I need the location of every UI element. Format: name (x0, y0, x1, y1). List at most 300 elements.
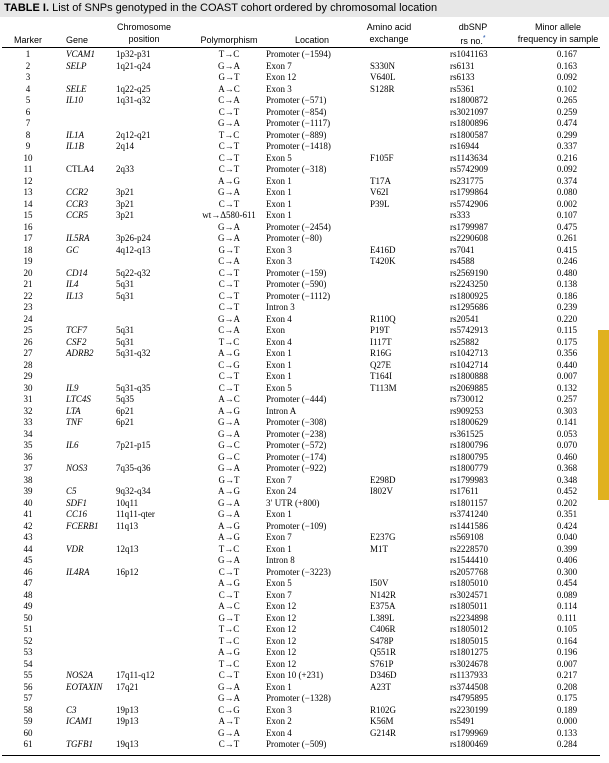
polymorphism-cell: G→A (218, 428, 240, 439)
polymorphism-cell: G→A (218, 221, 240, 232)
polymorphism-cell: G→A (218, 187, 240, 197)
marker-cell: 51 (23, 624, 33, 634)
amino-acid-cell: V640L (370, 72, 396, 82)
dbsnp-cell: rs1800779 (450, 463, 488, 473)
table-row (0, 153, 600, 165)
gene-cell: CC16 (66, 509, 88, 519)
gene-cell: IL9 (66, 382, 79, 393)
table-row (0, 417, 600, 429)
gene-cell: IL13 (66, 290, 84, 301)
polymorphism-cell: A→C (218, 83, 240, 94)
frequency-cell: 0.175 (556, 336, 578, 347)
marker-cell: 49 (23, 601, 33, 611)
gene-cell: C3 (66, 704, 77, 715)
gene-cell: VDR (66, 543, 84, 554)
amino-acid-cell: P19T (370, 325, 390, 335)
location-cell: Exon 2 (266, 716, 292, 726)
frequency-cell: 0.175 (556, 693, 578, 703)
marker-cell: 4 (25, 83, 31, 94)
frequency-cell: 0.348 (556, 474, 578, 485)
polymorphism-cell: C→G (218, 704, 240, 715)
marker-cell: 48 (23, 589, 33, 600)
location-cell: Exon 24 (266, 486, 297, 496)
table-row (0, 624, 600, 636)
location-cell: Exon 4 (266, 313, 292, 324)
chromosome-cell: 5q31 (116, 279, 134, 289)
location-cell: Intron 8 (266, 555, 295, 565)
table-row (0, 222, 600, 234)
marker-cell: 17 (23, 233, 33, 243)
table-row (0, 716, 600, 728)
chromosome-cell: 2q33 (116, 164, 134, 174)
amino-acid-cell: S761P (370, 658, 394, 669)
amino-acid-cell: G214R (370, 727, 397, 738)
dbsnp-cell: rs1800469 (450, 739, 488, 749)
dbsnp-cell: rs6131 (450, 60, 475, 71)
frequency-cell: 0.092 (556, 72, 578, 82)
chromosome-cell: 16p12 (116, 566, 139, 577)
location-cell: Exon 4 (266, 336, 292, 347)
table-row (0, 475, 600, 487)
location-cell: Promoter (−159) (266, 267, 327, 278)
location-cell: Exon 7 (266, 60, 292, 71)
polymorphism-cell: G→A (218, 233, 240, 243)
location-cell: Exon 3 (266, 256, 292, 266)
dbsnp-cell: rs1800629 (450, 417, 488, 427)
amino-acid-cell: T17A (370, 175, 391, 186)
location-cell: Promoter (−590) (266, 279, 327, 289)
frequency-cell: 0.337 (556, 141, 578, 151)
table-row (0, 636, 600, 648)
amino-acid-cell: C406R (370, 624, 396, 634)
chromosome-cell: 6p21 (116, 417, 134, 427)
frequency-cell: 0.368 (556, 463, 578, 473)
marker-cell: 5 (25, 95, 31, 105)
table-row (0, 590, 600, 602)
dbsnp-cell: rs4795895 (450, 693, 488, 703)
frequency-cell: 0.452 (556, 486, 578, 496)
polymorphism-cell: A→T (218, 716, 240, 726)
amino-acid-cell: V62I (370, 187, 389, 197)
location-cell: Exon 10 (+231) (266, 670, 324, 680)
chromosome-cell: 1q31-q32 (116, 95, 151, 105)
location-cell: Exon 1 (266, 210, 292, 220)
polymorphism-cell: C→T (218, 382, 240, 393)
dbsnp-cell: rs569108 (450, 532, 484, 542)
frequency-cell: 0.415 (556, 244, 578, 255)
table-row (0, 705, 600, 717)
table-row (0, 544, 600, 556)
polymorphism-cell: C→T (218, 198, 240, 209)
frequency-cell: 0.138 (556, 279, 578, 289)
marker-cell: 20 (23, 267, 33, 278)
header-amino-acid (356, 21, 422, 45)
marker-cell: 8 (25, 129, 31, 140)
marker-cell: 7 (25, 118, 31, 128)
frequency-cell: 0.102 (556, 83, 578, 94)
dbsnp-cell: rs3021097 (450, 106, 488, 117)
marker-cell: 28 (23, 359, 33, 370)
chromosome-cell: 5q31-q35 (116, 382, 151, 393)
table-row (0, 187, 600, 199)
polymorphism-cell: C→T (218, 141, 240, 151)
chromosome-cell: 7q35-q36 (116, 463, 151, 473)
polymorphism-cell: C→T (218, 371, 240, 381)
table-row (0, 314, 600, 326)
location-cell: Exon 1 (266, 543, 292, 554)
marker-cell: 54 (23, 658, 33, 669)
dbsnp-cell: rs20541 (450, 313, 479, 324)
chromosome-cell: 1q22-q25 (116, 83, 151, 94)
dbsnp-cell: rs25882 (450, 336, 479, 347)
chromosome-cell: 11q13 (116, 520, 139, 531)
amino-acid-cell: M1T (370, 543, 388, 554)
table-row (0, 279, 600, 291)
polymorphism-cell: A→G (218, 520, 240, 531)
marker-cell: 3 (25, 72, 31, 82)
polymorphism-cell: G→T (218, 72, 240, 82)
location-cell: Promoter (−1328) (266, 693, 331, 703)
dbsnp-cell: rs1800925 (450, 290, 488, 301)
marker-cell: 43 (23, 532, 33, 542)
polymorphism-cell: G→A (218, 509, 240, 519)
dbsnp-cell: rs3741240 (450, 509, 488, 519)
table-row (0, 107, 600, 119)
polymorphism-cell: G→A (218, 118, 240, 128)
frequency-cell: 0.000 (556, 716, 578, 726)
table-row (0, 199, 600, 211)
gene-cell: SELE (66, 83, 87, 94)
table-row (0, 84, 600, 96)
marker-cell: 39 (23, 486, 33, 496)
frequency-cell: 0.107 (556, 210, 578, 220)
dbsnp-cell: rs1143634 (450, 152, 488, 163)
amino-acid-cell: R16G (370, 348, 392, 358)
frequency-cell: 0.399 (556, 543, 578, 554)
polymorphism-cell: T→C (218, 635, 240, 646)
chromosome-cell: 5q31 (116, 336, 134, 347)
marker-cell: 61 (23, 739, 33, 749)
location-cell: Promoter (−509) (266, 739, 327, 749)
table-row (0, 302, 600, 314)
table-caption: List of SNPs genotyped in the COAST cohort ordered by chromosomal location (52, 2, 438, 14)
dbsnp-cell: rs909253 (450, 405, 484, 416)
frequency-cell: 0.217 (556, 670, 578, 680)
frequency-cell: 0.480 (556, 267, 578, 278)
polymorphism-cell: wt→Δ580-611 (202, 210, 256, 220)
frequency-cell: 0.141 (556, 417, 578, 427)
polymorphism-cell: G→A (218, 555, 240, 565)
gene-cell: GC (66, 244, 79, 255)
polymorphism-cell: A→G (218, 405, 240, 416)
frequency-cell: 0.460 (556, 451, 578, 462)
table-row (0, 682, 600, 694)
gene-cell: FCERB1 (66, 520, 99, 531)
marker-cell: 24 (23, 313, 33, 324)
header-marker: Marker (13, 35, 42, 45)
location-cell: Exon 12 (266, 72, 297, 82)
chromosome-cell: 3p21 (116, 210, 134, 220)
location-cell: Promoter (−854) (266, 106, 327, 117)
frequency-cell: 0.246 (556, 256, 578, 266)
amino-acid-cell: S330N (370, 60, 396, 71)
table-row (0, 670, 600, 682)
table-row (0, 72, 600, 84)
marker-cell: 14 (23, 198, 33, 209)
polymorphism-cell: C→T (218, 164, 240, 174)
chromosome-cell: 2q14 (116, 141, 134, 151)
dbsnp-cell: rs2234898 (450, 612, 488, 623)
amino-acid-cell: I117T (370, 336, 392, 347)
header-maf-line1: Minor allele (534, 22, 582, 32)
table-row (0, 394, 600, 406)
gene-cell: IL10 (66, 95, 84, 105)
frequency-cell: 0.406 (556, 555, 578, 565)
header-chromosome-line1: Chromosome (116, 22, 172, 32)
dbsnp-cell: rs1295686 (450, 302, 488, 312)
gene-cell: IL4 (66, 279, 79, 289)
amino-acid-cell: N142R (370, 589, 397, 600)
amino-acid-cell: F105F (370, 152, 394, 163)
polymorphism-cell: C→T (218, 279, 240, 289)
location-cell: Exon 12 (266, 612, 297, 623)
dbsnp-cell: rs1441586 (450, 520, 488, 531)
frequency-cell: 0.186 (556, 290, 578, 301)
location-cell: Exon 5 (266, 382, 292, 393)
gene-cell: LTC4S (66, 394, 91, 404)
dbsnp-cell: rs2228570 (450, 543, 488, 554)
polymorphism-cell: G→T (218, 612, 240, 623)
dbsnp-cell: rs1805010 (450, 578, 488, 588)
frequency-cell: 0.454 (556, 578, 578, 588)
marker-cell: 9 (25, 141, 31, 151)
marker-cell: 57 (23, 693, 33, 703)
location-cell: Promoter (−922) (266, 463, 327, 473)
polymorphism-cell: G→T (218, 474, 240, 485)
dbsnp-cell: rs1805012 (450, 624, 488, 634)
polymorphism-cell: G→C (218, 440, 240, 450)
table-label: TABLE I. (4, 2, 50, 14)
location-cell: 3′ UTR (+800) (266, 497, 320, 508)
table-row (0, 256, 600, 268)
marker-cell: 26 (23, 336, 33, 347)
location-cell: Promoter (−571) (266, 95, 327, 105)
marker-cell: 42 (23, 520, 33, 531)
frequency-cell: 0.092 (556, 164, 578, 174)
location-cell: Exon 3 (266, 244, 292, 255)
chromosome-cell: 9q32-q34 (116, 486, 151, 496)
frequency-cell: 0.007 (556, 371, 578, 381)
chromosome-cell: 5q35 (116, 394, 134, 404)
polymorphism-cell: A→C (218, 394, 240, 404)
gene-cell: CCR2 (66, 187, 89, 197)
gene-cell: CCR3 (66, 198, 89, 209)
polymorphism-cell: G→A (218, 681, 240, 692)
dbsnp-cell: rs5742909 (450, 164, 488, 174)
header-chromosome (106, 21, 182, 45)
dbsnp-cell: rs6133 (450, 72, 475, 82)
marker-cell: 1 (25, 49, 31, 59)
dbsnp-cell: rs3744508 (450, 681, 488, 692)
frequency-cell: 0.089 (556, 589, 578, 600)
header-maf-line2: frequency in sample (517, 34, 599, 44)
marker-cell: 15 (23, 210, 33, 220)
table-row (0, 498, 600, 510)
chromosome-cell: 17q11-q12 (116, 670, 155, 680)
frequency-cell: 0.475 (556, 221, 578, 232)
amino-acid-cell: E416D (370, 244, 396, 255)
chromosome-cell: 10q11 (116, 497, 139, 508)
header-amino-acid-line2: exchange (369, 34, 409, 44)
polymorphism-cell: G→A (218, 693, 240, 703)
dbsnp-cell: rs1800796 (450, 440, 488, 450)
dbsnp-cell: rs1800795 (450, 451, 488, 462)
amino-acid-cell: L389L (370, 612, 395, 623)
chromosome-cell: 4q12-q13 (116, 244, 151, 255)
marker-cell: 40 (23, 497, 33, 508)
gene-cell: CD14 (66, 267, 88, 278)
dbsnp-cell: rs1800888 (450, 371, 488, 381)
frequency-cell: 0.196 (556, 647, 578, 657)
table-row (0, 659, 600, 671)
chromosome-cell: 5q31-q32 (116, 348, 151, 358)
location-cell: Promoter (−2454) (266, 221, 331, 232)
location-cell: Promoter (−572) (266, 440, 327, 450)
location-cell: Exon 1 (266, 681, 292, 692)
amino-acid-cell: R102G (370, 704, 397, 715)
polymorphism-cell: G→A (218, 313, 240, 324)
table-row (0, 613, 600, 625)
dbsnp-cell: rs2230199 (450, 704, 488, 715)
polymorphism-cell: G→C (218, 451, 240, 462)
marker-cell: 11 (23, 164, 33, 174)
marker-cell: 59 (23, 716, 33, 726)
polymorphism-cell: C→T (218, 290, 240, 301)
polymorphism-cell: T→C (218, 624, 240, 634)
dbsnp-cell: rs7041 (450, 244, 475, 255)
frequency-cell: 0.115 (557, 325, 577, 335)
table-row (0, 233, 600, 245)
table-row (0, 521, 600, 533)
frequency-cell: 0.070 (556, 440, 578, 450)
marker-cell: 25 (23, 325, 33, 335)
frequency-cell: 0.284 (556, 739, 578, 749)
location-cell: Exon 7 (266, 474, 292, 485)
table-row (0, 383, 600, 395)
frequency-cell: 0.216 (556, 152, 578, 163)
marker-cell: 27 (23, 348, 33, 358)
location-cell: Intron 3 (266, 302, 295, 312)
table-row (0, 440, 600, 452)
table-row (0, 210, 600, 222)
marker-cell: 41 (23, 509, 33, 519)
dbsnp-cell: rs1799987 (450, 221, 488, 232)
gene-cell: IL1B (66, 141, 84, 151)
frequency-cell: 0.007 (556, 658, 578, 669)
bottom-rule (2, 755, 600, 756)
location-cell: Promoter (−238) (266, 428, 327, 439)
header-location: Location (294, 35, 330, 45)
table-row (0, 337, 600, 349)
dbsnp-cell: rs1805011 (450, 601, 488, 611)
chromosome-cell: 7p21-p15 (116, 440, 151, 450)
frequency-cell: 0.239 (556, 302, 578, 312)
frequency-cell: 0.002 (556, 198, 578, 209)
gene-cell: IL6 (66, 440, 79, 450)
dbsnp-cell: rs1137933 (450, 670, 488, 680)
footnote-star[interactable]: * (482, 35, 486, 42)
frequency-cell: 0.164 (556, 635, 578, 646)
marker-cell: 47 (23, 578, 33, 588)
location-cell: Exon 12 (266, 658, 297, 669)
location-cell: Exon 5 (266, 152, 292, 163)
chromosome-cell: 1q21-q24 (116, 60, 151, 71)
frequency-cell: 0.424 (556, 520, 578, 531)
dbsnp-cell: rs3024678 (450, 658, 488, 669)
table-row (0, 268, 600, 280)
marker-cell: 58 (23, 704, 33, 715)
polymorphism-cell: T→C (218, 336, 240, 347)
table-row (0, 371, 600, 383)
location-cell: Exon 12 (266, 647, 297, 657)
table-row (0, 555, 600, 567)
dbsnp-cell: rs5742906 (450, 198, 488, 209)
gene-cell: IL4RA (66, 566, 90, 577)
table-row (0, 141, 600, 153)
location-cell: Promoter (−889) (266, 129, 327, 140)
frequency-cell: 0.257 (556, 394, 578, 404)
dbsnp-cell: rs2057768 (450, 566, 488, 577)
marker-cell: 38 (23, 474, 33, 485)
header-dbsnp-line2 (438, 33, 508, 47)
frequency-cell: 0.133 (556, 727, 578, 738)
frequency-cell: 0.299 (556, 129, 578, 140)
table-row (0, 509, 600, 521)
dbsnp-cell: rs16944 (450, 141, 479, 151)
polymorphism-cell: T→C (218, 129, 240, 140)
amino-acid-cell: K56M (370, 716, 394, 726)
table-row (0, 647, 600, 659)
dbsnp-cell: rs361525 (450, 428, 484, 439)
dbsnp-cell: rs5361 (450, 83, 475, 94)
frequency-cell: 0.114 (557, 601, 577, 611)
dbsnp-cell: rs1805015 (450, 635, 488, 646)
location-cell: Exon 4 (266, 727, 292, 738)
chromosome-cell: 17q21 (116, 681, 139, 692)
frequency-cell: 0.220 (556, 313, 578, 324)
marker-cell: 55 (23, 670, 33, 680)
location-cell: Promoter (−109) (266, 520, 327, 531)
table-row (0, 728, 600, 740)
gene-cell: EOTAXIN (66, 681, 103, 692)
frequency-cell: 0.374 (556, 175, 578, 186)
frequency-cell: 0.356 (556, 348, 578, 358)
location-cell: Exon 1 (266, 348, 292, 358)
chromosome-cell: 19p13 (116, 716, 139, 726)
location-cell: Promoter (−1117) (266, 118, 331, 128)
frequency-cell: 0.053 (556, 428, 578, 439)
marker-cell: 2 (25, 60, 31, 71)
table-row (0, 452, 600, 464)
location-cell: Promoter (−80) (266, 233, 322, 243)
gene-cell: IL1A (66, 129, 84, 140)
location-cell: Promoter (−1112) (266, 290, 331, 301)
table-row (0, 118, 600, 130)
marker-cell: 13 (23, 187, 33, 197)
dbsnp-cell: rs5491 (450, 716, 475, 726)
polymorphism-cell: C→A (218, 95, 240, 105)
marker-cell: 30 (23, 382, 33, 393)
